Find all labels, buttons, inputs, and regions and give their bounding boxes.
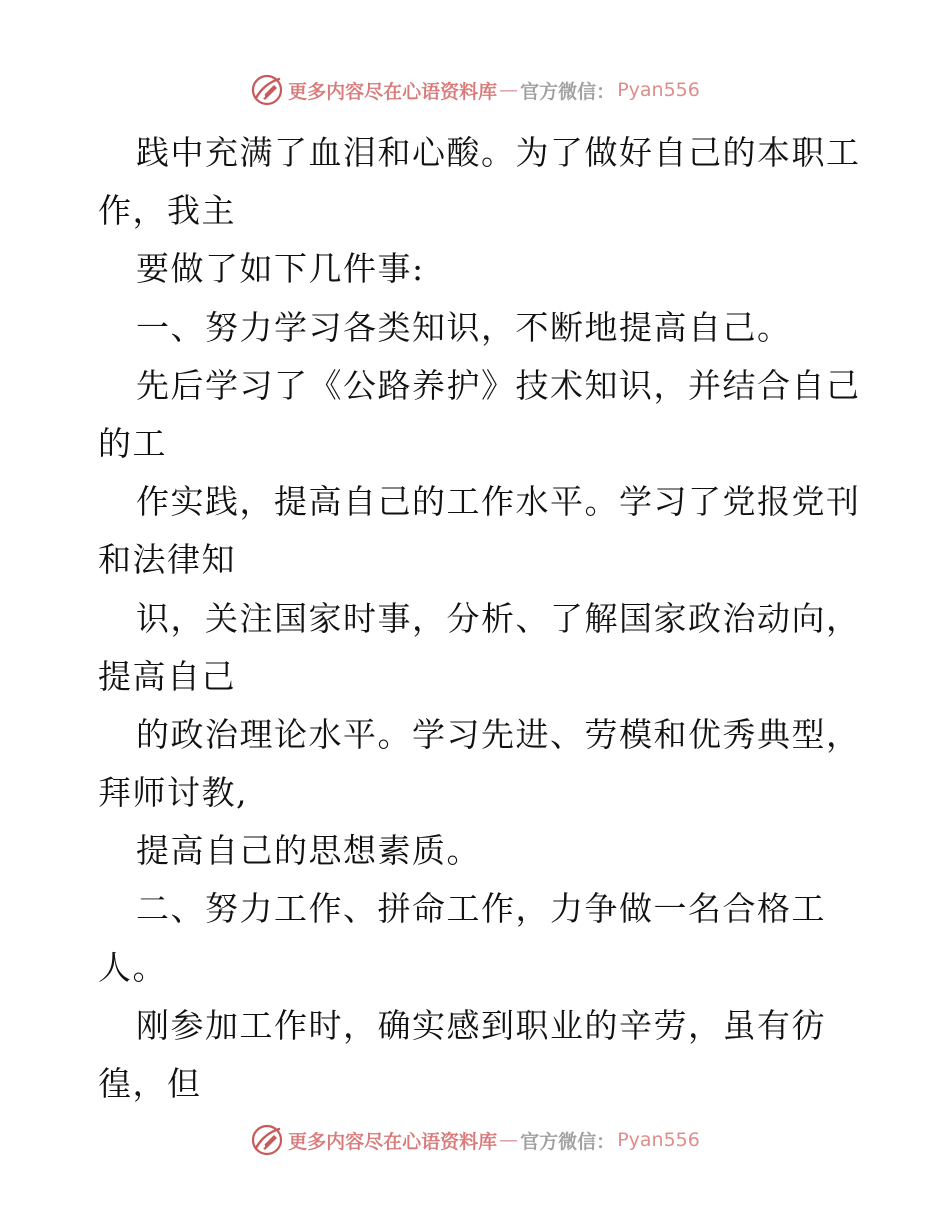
text-line: 和法律知 bbox=[98, 540, 236, 580]
text-line: 二、努力工作、拼命工作，力争做一名合格工 bbox=[136, 889, 826, 929]
watermark-separator: — bbox=[499, 1129, 519, 1151]
watermark-separator: — bbox=[499, 79, 519, 101]
footer-watermark bbox=[0, 1120, 950, 1160]
text-line: 人。 bbox=[98, 947, 167, 987]
text-line: 的工 bbox=[98, 423, 167, 463]
text-line: 先后学习了《公路养护》技术知识，并结合自己 bbox=[136, 365, 861, 405]
text-line: 拜师讨教, bbox=[98, 773, 248, 813]
watermark-brand: 更多内容尽在心语资料库 bbox=[288, 1130, 498, 1153]
text-line: 提高自己的思想素质。 bbox=[136, 831, 481, 871]
watermark-brand: 更多内容尽在心语资料库 bbox=[288, 80, 498, 103]
watermark-official-label: 官方微信： bbox=[520, 80, 616, 103]
text-line: 践中充满了血泪和心酸。为了做好自己的本职工 bbox=[136, 133, 861, 172]
text-line: 作，我主 bbox=[98, 191, 236, 231]
text-line: 作实践，提高自己的工作水平。学习了党报党刊 bbox=[136, 482, 861, 522]
text-line: 一、努力学习各类知识，不断地提高自己。 bbox=[136, 307, 792, 347]
pen-logo-icon bbox=[250, 1123, 284, 1157]
document-body bbox=[98, 124, 861, 1113]
watermark-account: Pyan556 bbox=[617, 1129, 700, 1151]
text-line: 刚参加工作时，确实感到职业的辛劳，虽有彷 bbox=[136, 1005, 826, 1045]
watermark-official-label: 官方微信： bbox=[520, 1130, 616, 1153]
text-line: 识，关注国家时事，分析、了解国家政治动向， bbox=[136, 598, 861, 638]
text-line: 要做了如下几件事: bbox=[136, 249, 425, 289]
text-line: 徨，但 bbox=[98, 1064, 202, 1103]
pen-logo-icon bbox=[250, 73, 284, 107]
watermark-account: Pyan556 bbox=[617, 79, 700, 101]
text-line: 的政治理论水平。学习先进、劳模和优秀典型， bbox=[136, 714, 861, 754]
header-watermark bbox=[0, 70, 950, 110]
text-line: 提高自己 bbox=[98, 656, 236, 696]
